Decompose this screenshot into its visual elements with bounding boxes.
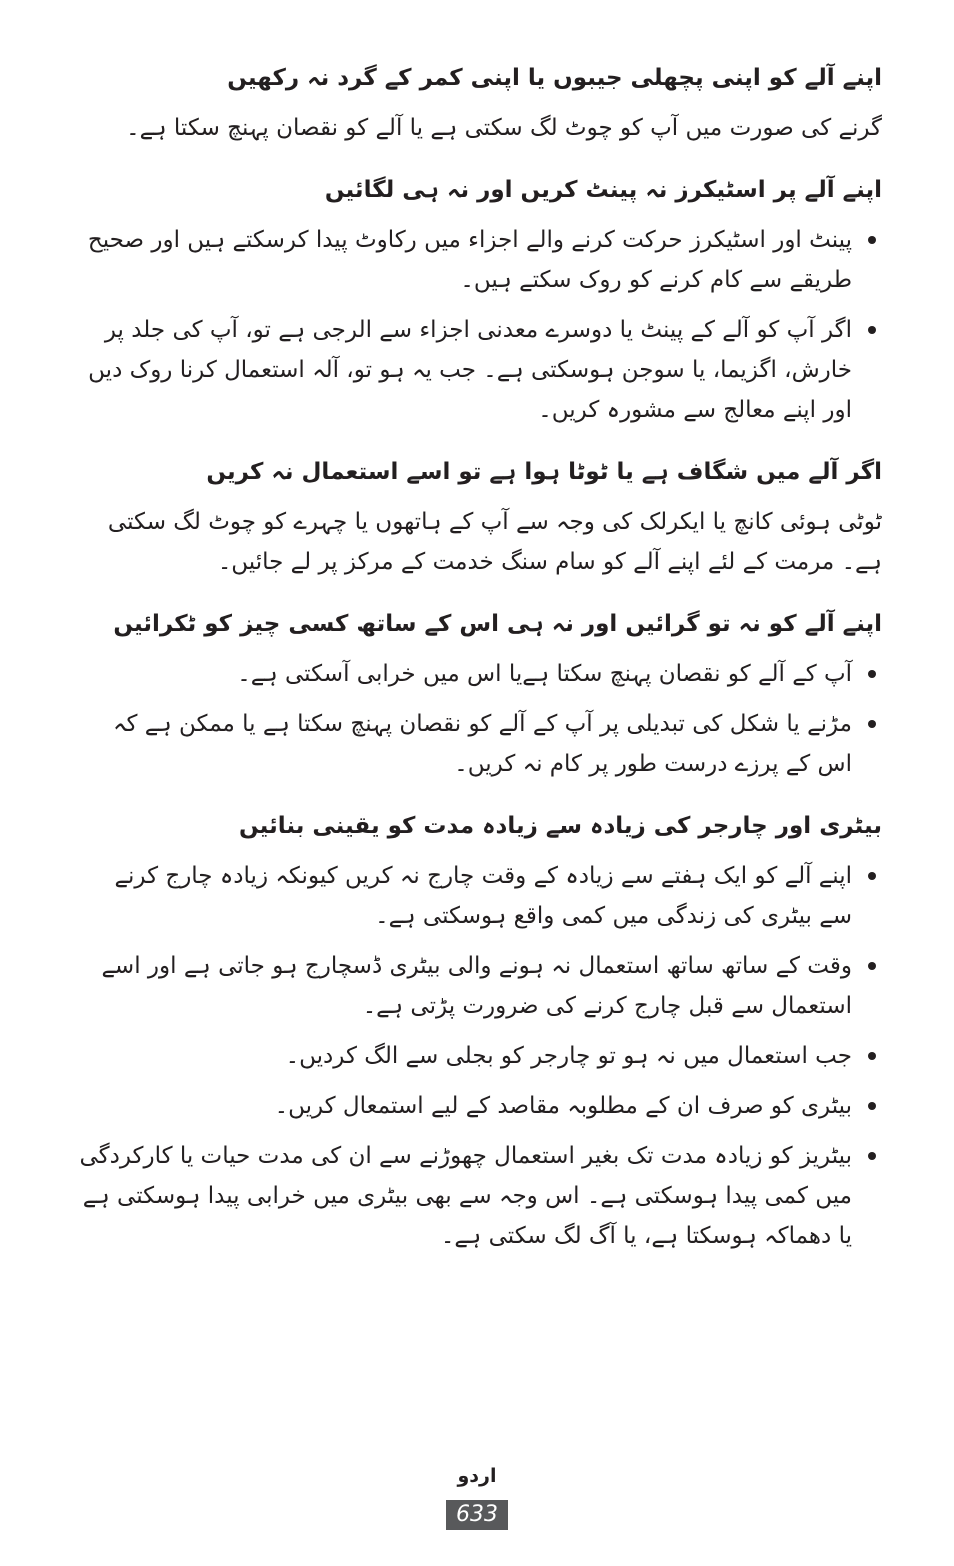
bullet-icon: [868, 872, 876, 880]
list-item-text: جب استعمال میں نہ ہو تو چارجر کو بجلی سے الگ کردیں۔: [285, 1043, 852, 1069]
list-item-text: آپ کے آلے کو نقصان پہنچ سکتا ہےیا اس میں خرابی آسکتی ہے۔: [237, 661, 852, 687]
list-item: [76, 856, 882, 936]
list-item: [76, 946, 882, 1026]
section-heading: اپنے آلے کو نہ تو گرائیں اور نہ ہی اس کے ساتھ کسی چیز کو ٹکرائیں: [113, 611, 882, 637]
list-item: [76, 1036, 882, 1076]
list-item: [76, 654, 882, 694]
page-number: 633: [446, 1500, 508, 1530]
list-item-text: بیٹریز کو زیادہ مدت تک بغیر استعمال چھوڑنے سے ان کی مدت حیات یا کارکردگی میں کمی پیدا ہوسکتی ہے۔ اس وجہ سے بھی بیٹری میں خرابی پیدا ہوسکتی ہے یا دھماکہ ہوسکتا ہے، یا آگ لگ سکتی ہے۔: [79, 1143, 852, 1249]
footer-language: اردو: [457, 1465, 497, 1487]
section-cracked-device: [76, 452, 882, 582]
page-footer: [0, 1462, 954, 1530]
bullet-icon: [868, 720, 876, 728]
list-item-text: پینٹ اور اسٹیکرز حرکت کرنے والے اجزاء میں رکاوٹ پیدا کرسکتے ہیں اور صحیح طریقے سے کام کرنے کو روک سکتے ہیں۔: [87, 227, 852, 293]
section-stickers-paint: [76, 170, 882, 430]
bullet-list: [76, 856, 882, 1256]
section-back-pocket: [76, 58, 882, 148]
section-paragraph: ٹوٹی ہوئی کانچ یا ایکرلک کی وجہ سے آپ کے ہاتھوں یا چہرے کو چوٹ لگ سکتی ہے۔ مرمت کے لئے اپنے آلے کو سام سنگ خدمت کے مرکز پر لے جائیں۔: [107, 509, 882, 575]
list-item: [76, 1136, 882, 1256]
bullet-list: [76, 220, 882, 430]
bullet-icon: [868, 670, 876, 678]
section-drop-impact: [76, 604, 882, 784]
list-item-text: اپنے آلے کو ایک ہفتے سے زیادہ کے وقت چارج نہ کریں کیونکہ زیادہ چارج کرنے سے بیٹری کی زندگی میں کمی واقع ہوسکتی ہے۔: [114, 863, 852, 929]
bullet-icon: [868, 1102, 876, 1110]
bullet-icon: [868, 962, 876, 970]
document-body: [76, 58, 882, 1278]
list-item-text: اگر آپ کو آلے کے پینٹ یا دوسرے معدنی اجزاء سے الرجی ہے تو، آپ کی جلد پر خارش، اگزیما، یا سوجن ہوسکتی ہے۔ جب یہ ہو تو، آلہ استعمال کرنا روک دیں اور اپنے معالج سے مشورہ کریں۔: [88, 317, 852, 423]
list-item: [76, 310, 882, 430]
list-item: [76, 220, 882, 300]
list-item-text: وقت کے ساتھ ساتھ استعمال نہ ہونے والی بیٹری ڈسچارج ہو جاتی ہے اور اسے استعمال سے قبل چارج کرنے کی ضرورت پڑتی ہے۔: [101, 953, 852, 1019]
section-heading: اگر آلے میں شگاف ہے یا ٹوٹا ہوا ہے تو اسے استعمال نہ کریں: [206, 459, 882, 485]
list-item-text: بیٹری کو صرف ان کے مطلوبہ مقاصد کے لیے استمعال کریں۔: [274, 1093, 852, 1119]
bullet-icon: [868, 326, 876, 334]
list-item: [76, 1086, 882, 1126]
section-battery-life: [76, 806, 882, 1256]
section-paragraph: گرنے کی صورت میں آپ کو چوٹ لگ سکتی ہے یا آلے کو نقصان پہنچ سکتا ہے۔: [126, 115, 882, 141]
section-heading: بیٹری اور چارجر کی زیادہ سے زیادہ مدت کو یقینی بنائیں: [238, 813, 882, 839]
section-heading: اپنے آلے پر اسٹیکرز نہ پینٹ کریں اور نہ ہی لگائیں: [324, 177, 882, 203]
bullet-icon: [868, 1152, 876, 1160]
list-item: [76, 704, 882, 784]
section-heading: اپنے آلے کو اپنی پچھلی جیبوں یا اپنی کمر کے گرد نہ رکھیں: [227, 65, 882, 91]
bullet-icon: [868, 1052, 876, 1060]
list-item-text: مڑنے یا شکل کی تبدیلی پر آپ کے آلے کو نقصان پہنچ سکتا ہے یا ممکن ہے کہ اس کے پرزے درست طور پر کام نہ کریں۔: [113, 711, 852, 777]
bullet-icon: [868, 236, 876, 244]
bullet-list: [76, 654, 882, 784]
